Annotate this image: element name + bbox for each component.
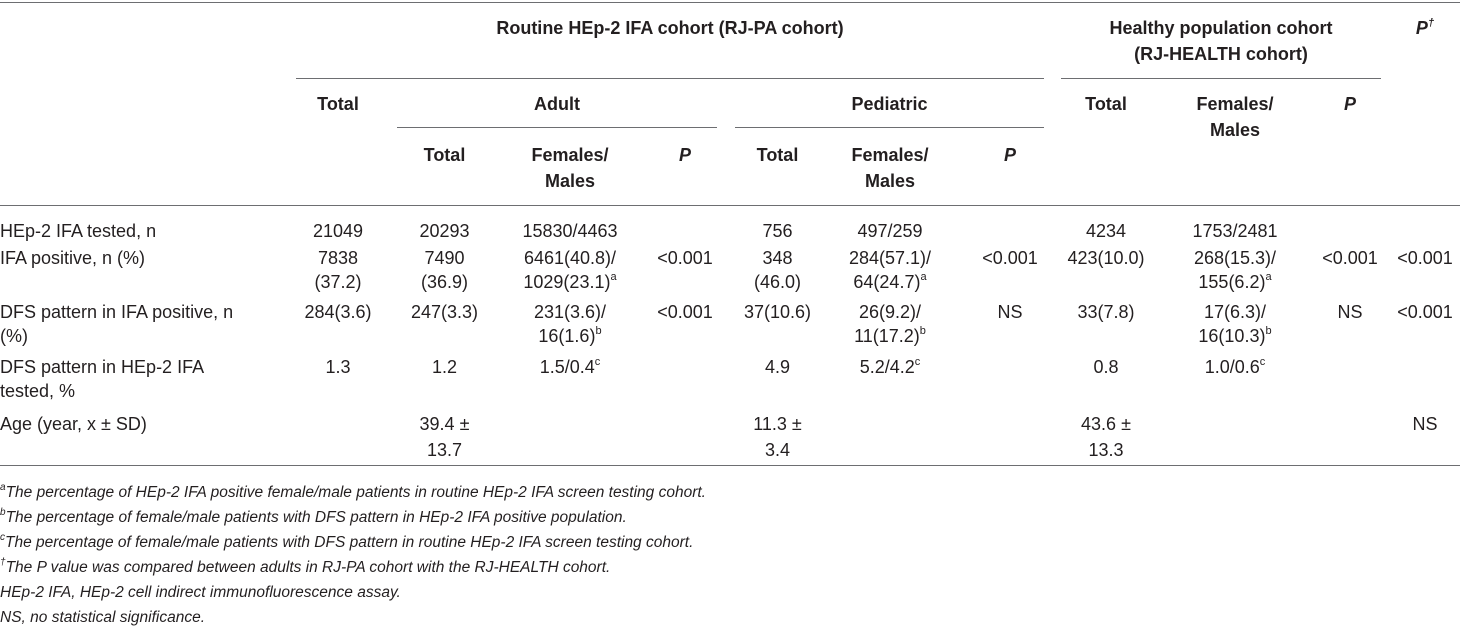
row2-health-fm-line1: 268(15.3)/	[1193, 248, 1277, 268]
footnote-abbr-ns	[0, 608, 205, 628]
row5-p-dagger: NS	[1412, 414, 1438, 434]
footnote-mark: c	[914, 356, 921, 368]
row2-p-dagger: <0.001	[1397, 248, 1453, 268]
row2-adult-fm-value: 1029(23.1)	[523, 272, 611, 292]
row4-adult-fm	[505, 355, 635, 379]
row4-label-line1: DFS pattern in HEp-2 IFA	[0, 357, 205, 377]
header-health-total: Total	[1085, 94, 1127, 114]
header-p-dagger	[1400, 16, 1450, 40]
dagger-mark: †	[1427, 17, 1435, 29]
footnote-mark: a	[0, 481, 6, 493]
footnote-mark: c	[1259, 356, 1266, 368]
footnote-c	[0, 533, 693, 553]
header-ped-females-line1: Females/	[851, 145, 929, 165]
footnote-text: The percentage of female/male patients with DFS pattern in routine HEp-2 IFA screen testing cohort.	[5, 534, 694, 551]
footnote-mark: b	[919, 325, 926, 337]
header-pa-total: Total	[317, 94, 359, 114]
row3-label-line1: DFS pattern in IFA positive, n	[0, 302, 234, 322]
footnote-text: The P value was compared between adults in RJ-PA cohort with the RJ-HEALTH cohort.	[5, 559, 611, 576]
footnote-mark: b	[0, 506, 6, 518]
header-p-dagger-label: P	[1415, 18, 1428, 38]
header-adult: Adult	[534, 94, 580, 114]
footnote-mark: a	[610, 271, 617, 283]
footnote-text: HEp-2 IFA, HEp-2 cell indirect immunofluorescence assay.	[0, 584, 401, 601]
footnote-mark: †	[0, 556, 6, 568]
header-bottom-rule	[0, 205, 1460, 206]
footnote-mark: a	[920, 271, 927, 283]
row2-adult-fm-line1: 6461(40.8)/	[523, 248, 617, 268]
row4-ped-total: 4.9	[764, 357, 791, 377]
row3-adult-p: <0.001	[657, 302, 713, 322]
header-ped-total: Total	[756, 145, 799, 165]
row5-ped-line2: 3.4	[764, 440, 791, 460]
adult-underline	[397, 127, 717, 128]
row4-health-total: 0.8	[1093, 357, 1119, 377]
row4-adult-total: 1.2	[431, 357, 458, 377]
row3-ped-fm-line1: 26(9.2)/	[858, 302, 922, 322]
row4-ped-fm	[825, 355, 955, 379]
row5-health-line1: 43.6 ±	[1081, 414, 1131, 434]
row2-health-total: 423(10.0)	[1067, 248, 1145, 268]
row5-adult-line1: 39.4 ±	[419, 414, 470, 434]
header-adult-females-line1: Females/	[531, 145, 609, 165]
row2-ped-fm-value: 64(24.7)	[853, 272, 921, 292]
table-bottom-rule	[0, 465, 1460, 466]
header-ped-p: P	[1003, 145, 1016, 165]
row3-health-total: 33(7.8)	[1077, 302, 1135, 322]
footnote-mark: c	[594, 356, 601, 368]
row1-adult-total: 20293	[419, 221, 470, 241]
row5-health-line2: 13.3	[1088, 440, 1124, 460]
header-cohort-pa: Routine HEp-2 IFA cohort (RJ-PA cohort)	[496, 18, 844, 38]
cohort-pa-underline	[296, 78, 1044, 79]
pediatric-underline	[735, 127, 1044, 128]
row4-label-line2: tested, %	[0, 381, 76, 401]
footnote-text: NS, no statistical significance.	[0, 609, 206, 626]
row4-pa-total: 1.3	[325, 357, 351, 377]
row2-health-p: <0.001	[1322, 248, 1378, 268]
row2-label: IFA positive, n (%)	[0, 248, 146, 268]
row3-pa-total: 284(3.6)	[304, 302, 372, 322]
footnote-b	[0, 508, 627, 528]
footnote-text: The percentage of HEp-2 IFA positive female/male patients in routine HEp-2 IFA screen testing cohort.	[5, 484, 706, 501]
row2-pa-total-line1: 7838	[317, 248, 359, 268]
row2-adult-fm-line2	[505, 270, 635, 294]
row4-health-fm	[1160, 355, 1310, 379]
row1-label: HEp-2 IFA tested, n	[0, 221, 157, 241]
footnote-mark: a	[1265, 271, 1272, 283]
footnote-dagger	[0, 558, 610, 578]
header-ped-males-line2: Males	[864, 171, 916, 191]
header-adult-p: P	[678, 145, 691, 165]
row2-ped-p: <0.001	[982, 248, 1038, 268]
row5-label: Age (year, x ± SD)	[0, 414, 147, 434]
row3-adult-total: 247(3.3)	[410, 302, 479, 322]
row2-ped-total-line1: 348	[762, 248, 793, 268]
header-cohort-health-line1: Healthy population cohort	[1109, 18, 1333, 38]
footnote-abbr-ifa	[0, 583, 401, 603]
table-top-rule	[0, 2, 1460, 3]
row4-adult-fm-value: 1.5/0.4	[539, 357, 595, 377]
row3-health-fm-line1: 17(6.3)/	[1203, 302, 1267, 322]
row3-adult-fm-value: 16(1.6)	[538, 326, 596, 346]
row1-health-fm: 1753/2481	[1192, 221, 1278, 241]
row5-ped-line1: 11.3 ±	[753, 414, 802, 434]
header-adult-total: Total	[423, 145, 466, 165]
header-adult-males-line2: Males	[544, 171, 596, 191]
header-health-p: P	[1343, 94, 1356, 114]
row2-health-fm-value: 155(6.2)	[1198, 272, 1266, 292]
footnote-text: The percentage of female/male patients with DFS pattern in HEp-2 IFA positive population.	[5, 509, 627, 526]
row2-adult-total-line1: 7490	[424, 248, 465, 268]
row1-ped-total: 756	[762, 221, 793, 241]
row2-ped-total-line2: (46.0)	[753, 272, 802, 292]
header-pediatric: Pediatric	[851, 94, 928, 114]
row3-ped-fm-line2	[825, 324, 955, 348]
cohort-health-underline	[1061, 78, 1381, 79]
row3-health-fm-value: 16(10.3)	[1198, 326, 1266, 346]
row5-adult-line2: 13.7	[426, 440, 463, 460]
row1-ped-fm: 497/259	[857, 221, 923, 241]
header-health-males-line2: Males	[1209, 120, 1261, 140]
row1-adult-fm: 15830/4463	[522, 221, 618, 241]
row2-ped-fm-line2	[825, 270, 955, 294]
row3-ped-total: 37(10.6)	[743, 302, 812, 322]
row2-health-fm-line2	[1160, 270, 1310, 294]
row2-ped-fm-line1: 284(57.1)/	[848, 248, 932, 268]
row3-label-line2: (%)	[0, 326, 28, 346]
footnote-mark: b	[595, 325, 602, 337]
row3-adult-fm-line1: 231(3.6)/	[533, 302, 607, 322]
footnote-a	[0, 483, 706, 503]
row3-health-fm-line2	[1160, 324, 1310, 348]
footnote-mark: c	[0, 531, 5, 543]
row4-ped-fm-value: 5.2/4.2	[859, 357, 915, 377]
row3-ped-fm-value: 11(17.2)	[854, 326, 920, 346]
footnote-mark: b	[1265, 325, 1272, 337]
header-cohort-health-line2: (RJ-HEALTH cohort)	[1134, 44, 1308, 64]
row3-adult-fm-line2	[505, 324, 635, 348]
row3-health-p: NS	[1337, 302, 1363, 322]
row2-pa-total-line2: (37.2)	[314, 272, 362, 292]
row2-adult-total-line2: (36.9)	[420, 272, 469, 292]
header-health-females-line1: Females/	[1196, 94, 1274, 114]
row3-p-dagger: <0.001	[1397, 302, 1453, 322]
row1-pa-total: 21049	[312, 221, 364, 241]
row4-health-fm-value: 1.0/0.6	[1204, 357, 1260, 377]
row1-health-total: 4234	[1085, 221, 1127, 241]
row3-ped-p: NS	[997, 302, 1023, 322]
row2-adult-p: <0.001	[657, 248, 713, 268]
